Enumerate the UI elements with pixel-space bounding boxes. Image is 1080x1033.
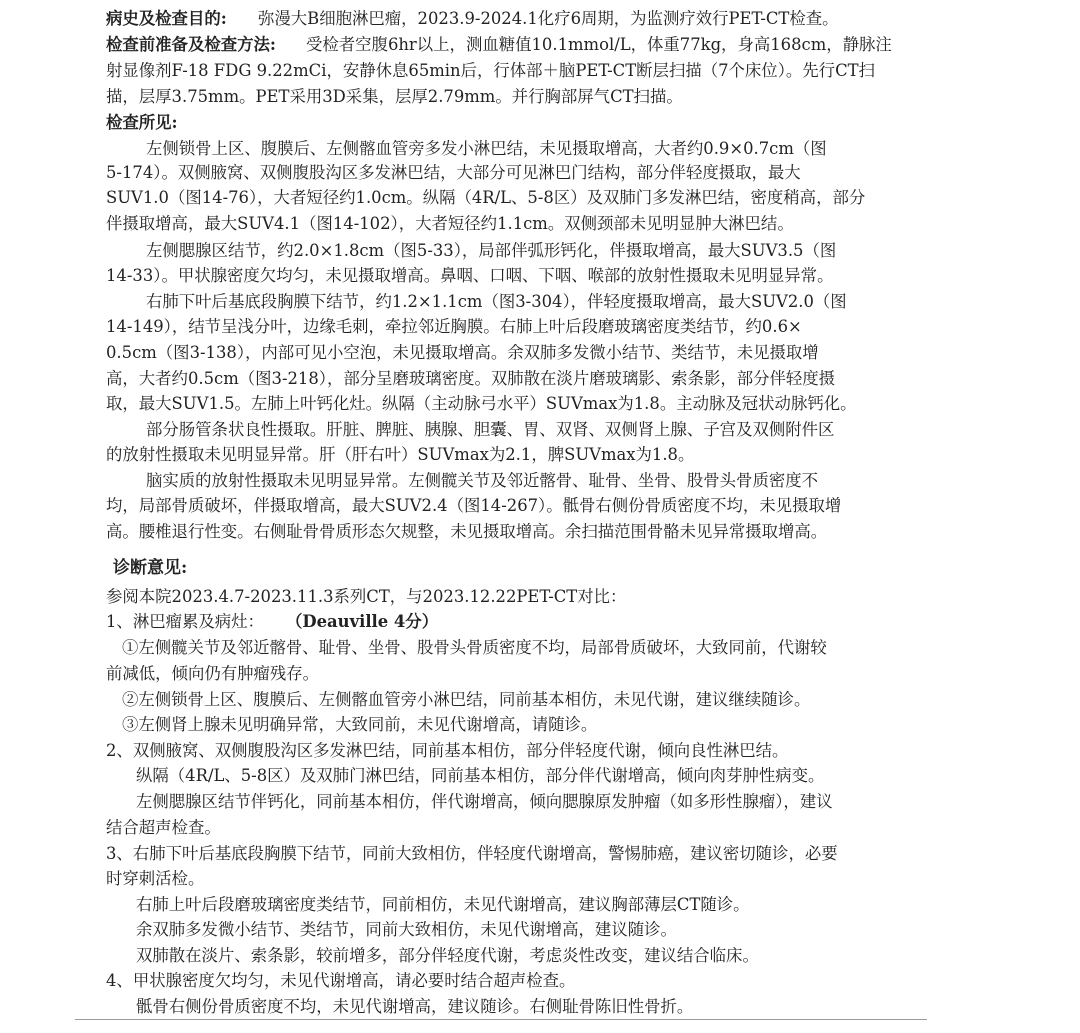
findings-line: 14-149），结节呈浅分叶，边缘毛刺，牵拉邻近胸膜。右肺上叶后段磨玻璃密度类结节，约0.6× — [106, 317, 802, 336]
deauville-score: （Deauville 4分） — [286, 612, 439, 631]
findings-heading: 检查所见: — [106, 113, 178, 132]
findings-line: 均，局部骨质破坏，伴摄取增高，最大SUV2.4（图14-267）。骶骨右侧份骨质密度不均，未见摄取增 — [106, 496, 842, 515]
diagnosis-line: 结合超声检查。 — [106, 818, 221, 837]
findings-line: 右肺下叶后基底段胸膜下结节，约1.2×1.1cm（图3-304），伴轻度摄取增高，最大SUV2.0（图 — [146, 292, 847, 311]
history-heading: 病史及检查目的: — [106, 9, 227, 28]
diagnosis-item-2: 2、双侧腋窝、双侧腹股沟区多发淋巴结，同前基本相仿，部分伴轻度代谢，倾向良性淋巴结。 — [106, 741, 789, 760]
diagnosis-item-4: 4、甲状腺密度欠均匀，未见代谢增高，请必要时结合超声检查。 — [106, 971, 576, 990]
method-line-2: 射显像剂F-18 FDG 9.22mCi，安静休息65min后，行体部＋脑PET-CT断层扫描（7个床位）。先行CT扫 — [106, 61, 875, 80]
diagnosis-line: ③左侧肾上腺未见明确异常，大致同前，未见代谢增高，请随诊。 — [122, 715, 598, 734]
findings-line: 取，最大SUV1.5。左肺上叶钙化灶。纵隔（主动脉弓水平）SUVmax为1.8。主动脉及冠状动脉钙化。 — [106, 394, 857, 413]
diagnosis-line: ②左侧锁骨上区、腹膜后、左侧髂血管旁小淋巴结，同前基本相仿，未见代谢，建议继续随诊。 — [122, 690, 811, 709]
bottom-divider — [75, 1019, 927, 1020]
findings-line: 14-33）。甲状腺密度欠均匀，未见摄取增高。鼻咽、口咽、下咽、喉部的放射性摄取未见明显异常。 — [106, 266, 834, 285]
method-heading: 检查前准备及检查方法: — [106, 35, 276, 54]
diagnosis-line: 前减低，倾向仍有肿瘤残存。 — [106, 664, 320, 683]
findings-line: 部分肠管条状良性摄取。肝脏、脾脏、胰腺、胆囊、胃、双肾、双侧肾上腺、子宫及双侧附件区 — [146, 420, 835, 439]
diagnosis-heading: 诊断意见: — [113, 558, 188, 578]
diagnosis-line: 双肺散在淡片、索条影，较前增多，部分伴轻度代谢，考虑炎性改变，建议结合临床。 — [136, 946, 759, 965]
diagnosis-item-3: 3、右肺下叶后基底段胸膜下结节，同前大致相仿，伴轻度代谢增高，警惕肺癌，建议密切随诊，必要 — [106, 844, 838, 863]
findings-line: 0.5cm（图3-138），内部可见小空泡，未见摄取增高。余双肺多发微小结节、类结节，未见摄取增 — [106, 343, 819, 362]
findings-line: 左侧腮腺区结节，约2.0×1.8cm（图5-33），局部伴弧形钙化，伴摄取增高，最大SUV3.5（图 — [146, 241, 837, 260]
findings-line: 脑实质的放射性摄取未见明显异常。左侧髋关节及邻近髂骨、耻骨、坐骨、股骨头骨质密度不 — [146, 471, 819, 490]
findings-line: 5-174）。双侧腋窝、双侧腹股沟区多发淋巴结，大部分可见淋巴门结构，部分伴轻度摄取，最大 — [106, 163, 801, 182]
history-text: 弥漫大B细胞淋巴瘤，2023.9-2024.1化疗6周期，为监测疗效行PET-CT检查。 — [258, 9, 839, 28]
findings-line: 左侧锁骨上区、腹膜后、左侧髂血管旁多发小淋巴结，未见摄取增高，大者约0.9×0.7cm（图 — [146, 139, 827, 158]
findings-line: 的放射性摄取未见明显异常。肝（肝右叶）SUVmax为2.1，脾SUVmax为1.8。 — [106, 445, 695, 464]
diagnosis-line: 余双肺多发微小结节、类结节，同前大致相仿，未见代谢增高，建议随诊。 — [136, 920, 677, 939]
findings-line: SUV1.0（图14-76），大者短径约1.0cm。纵隔（4R/L、5-8区）及双肺门多发淋巴结，密度稍高，部分 — [106, 188, 866, 207]
diagnosis-line: 时穿刺活检。 — [106, 869, 205, 888]
findings-line: 伴摄取增高，最大SUV4.1（图14-102），大者短径约1.1cm。双侧颈部未见明显肿大淋巴结。 — [106, 214, 794, 233]
findings-line: 高。腰椎退行性变。右侧耻骨骨质形态欠规整，未见摄取增高。余扫描范围骨骼未见异常摄取增高。 — [106, 522, 828, 541]
findings-line: 高，大者约0.5cm（图3-218），部分呈磨玻璃密度。双肺散在淡片磨玻璃影、索条影，部分伴轻度摄 — [106, 369, 836, 388]
method-line-1: 受检者空腹6hr以上，测血糖值10.1mmol/L，体重77kg，身高168cm，静脉注 — [306, 35, 892, 54]
diagnosis-line: 参阅本院2023.4.7-2023.11.3系列CT，与2023.12.22PET-CT对比： — [106, 587, 627, 606]
diagnosis-line: 骶骨右侧份骨质密度不均，未见代谢增高，建议随诊。右侧耻骨陈旧性骨折。 — [136, 997, 694, 1016]
diagnosis-item-1: 1、淋巴瘤累及病灶： — [106, 612, 264, 631]
diagnosis-line: 纵隔（4R/L、5-8区）及双肺门淋巴结，同前基本相仿，部分伴代谢增高，倾向肉芽肿性病变。 — [136, 766, 825, 785]
diagnosis-line: ①左侧髋关节及邻近髂骨、耻骨、坐骨、股骨头骨质密度不均，局部骨质破坏，大致同前，代谢较 — [122, 638, 827, 657]
diagnosis-line: 右肺上叶后段磨玻璃密度类结节，同前相仿，未见代谢增高，建议胸部薄层CT随诊。 — [136, 895, 750, 914]
method-line-3: 描，层厚3.75mm。PET采用3D采集，层厚2.79mm。并行胸部屏气CT扫描。 — [106, 87, 683, 106]
diagnosis-line: 左侧腮腺区结节伴钙化，同前基本相仿，伴代谢增高，倾向腮腺原发肿瘤（如多形性腺瘤），建议 — [136, 792, 833, 811]
